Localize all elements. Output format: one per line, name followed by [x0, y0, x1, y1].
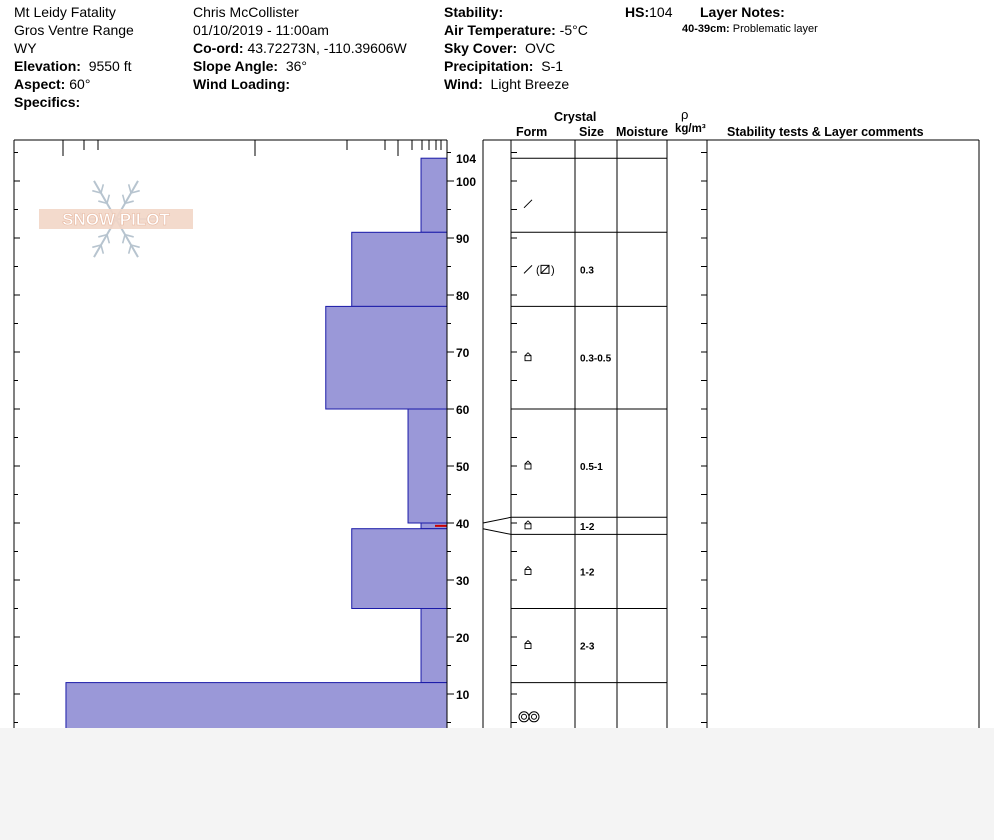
crystal-header: Crystal [554, 110, 597, 124]
depth-axis [447, 140, 483, 728]
mountain-range: Gros Ventre Range [14, 22, 134, 38]
moisture-header: Moisture [616, 125, 669, 139]
layer-notes-label: Layer Notes: [700, 4, 785, 20]
depth-hoar-icon [525, 353, 531, 356]
sky-cover: Sky Cover: OVC [444, 40, 556, 56]
hardness-bar [326, 306, 447, 409]
layer-table [483, 140, 979, 728]
wind: Wind: Light Breeze [444, 76, 570, 92]
crystal-size-label: 0.3-0.5 [580, 353, 612, 365]
decomposing-icon [524, 200, 532, 208]
decomposing-icon [524, 265, 532, 273]
depth-tick-label: 104 [456, 152, 477, 167]
hardness-bar [421, 609, 447, 683]
stability-tests-header: Stability tests & Layer comments [727, 125, 924, 139]
crystal-size-label: 1-2 [580, 567, 595, 579]
snowflake-branch [107, 195, 109, 204]
depth-hoar-icon [525, 566, 531, 569]
precipitation: Precipitation: S-1 [444, 58, 564, 74]
hardness-bar [421, 158, 447, 232]
snowflake-branch [123, 235, 125, 244]
hardness-bar [66, 683, 447, 728]
crystal-size-label: 0.3 [580, 265, 594, 277]
depth-tick-label: 90 [456, 232, 470, 246]
depth-tick-label: 60 [456, 403, 470, 417]
faceted-bracket-icon: ) [551, 264, 555, 277]
depth-hoar-icon [525, 524, 531, 529]
size-header: Size [579, 125, 605, 139]
depth-tick-label: 40 [456, 517, 470, 531]
form-header: Form [516, 125, 548, 139]
wind-loading: Wind Loading: [193, 76, 291, 92]
snowflake-branch [123, 195, 125, 204]
depth-tick-label: 50 [456, 460, 470, 474]
crystal-size-label: 2-3 [580, 641, 595, 653]
snowflake-branch [101, 245, 103, 254]
snowpilot-logo [39, 181, 193, 257]
depth-tick-label: 70 [456, 346, 470, 360]
specifics: Specifics: [14, 94, 81, 110]
depth-hoar-icon [525, 356, 531, 361]
faceted-bracket-icon: ( [536, 264, 540, 277]
depth-hoar-icon [525, 521, 531, 524]
stability: Stability: [444, 4, 504, 20]
hardness-bar [352, 232, 447, 306]
snowflake-branch [101, 184, 103, 193]
slope-angle: Slope Angle: 36° [193, 58, 307, 74]
aspect: Aspect: 60° [14, 76, 91, 92]
density-unit: kg/m³ [675, 123, 706, 135]
melt-forms-icon [522, 714, 527, 719]
snowflake-branch [129, 245, 131, 254]
layer-connector [483, 517, 511, 523]
hardness-bar [408, 409, 447, 523]
crystal-size-label: 0.5-1 [580, 462, 603, 473]
snow-height: HS:104 [625, 4, 673, 20]
snowflake-branch [107, 235, 109, 244]
hardness-bars [66, 158, 447, 728]
depth-hoar-icon [525, 641, 531, 644]
density-symbol: ρ [681, 107, 689, 122]
depth-tick-label: 100 [456, 175, 477, 189]
observer-name: Chris McCollister [193, 4, 299, 20]
depth-hoar-icon [525, 461, 531, 464]
hardness-bar [352, 529, 447, 609]
air-temperature: Air Temperature: -5°C [444, 22, 588, 38]
layer-note: 40-39cm: Problematic layer [682, 23, 818, 35]
depth-tick-label: 30 [456, 574, 470, 588]
snowflake-branch [129, 184, 131, 193]
melt-forms-icon [529, 712, 539, 722]
depth-tick-label: 80 [456, 289, 470, 303]
observation-datetime: 01/10/2019 - 11:00am [193, 22, 329, 38]
crystal-size-label: 1-2 [580, 521, 595, 533]
elevation: Elevation: 9550 ft [14, 58, 132, 74]
depth-hoar-icon [525, 644, 531, 649]
depth-tick-label: 10 [456, 688, 470, 702]
coordinates: Co-ord: 43.72273N, -110.39606W [193, 40, 407, 56]
faceted-square-icon [541, 265, 549, 273]
state: WY [14, 40, 37, 56]
depth-hoar-icon [525, 569, 531, 574]
melt-forms-icon [532, 714, 537, 719]
logo-text: SNOW PILOT [62, 210, 170, 229]
location-name: Mt Leidy Fatality [14, 4, 116, 20]
layer-connector [483, 529, 511, 535]
depth-tick-label: 20 [456, 631, 470, 645]
depth-hoar-icon [525, 464, 531, 469]
melt-forms-icon [519, 712, 529, 722]
